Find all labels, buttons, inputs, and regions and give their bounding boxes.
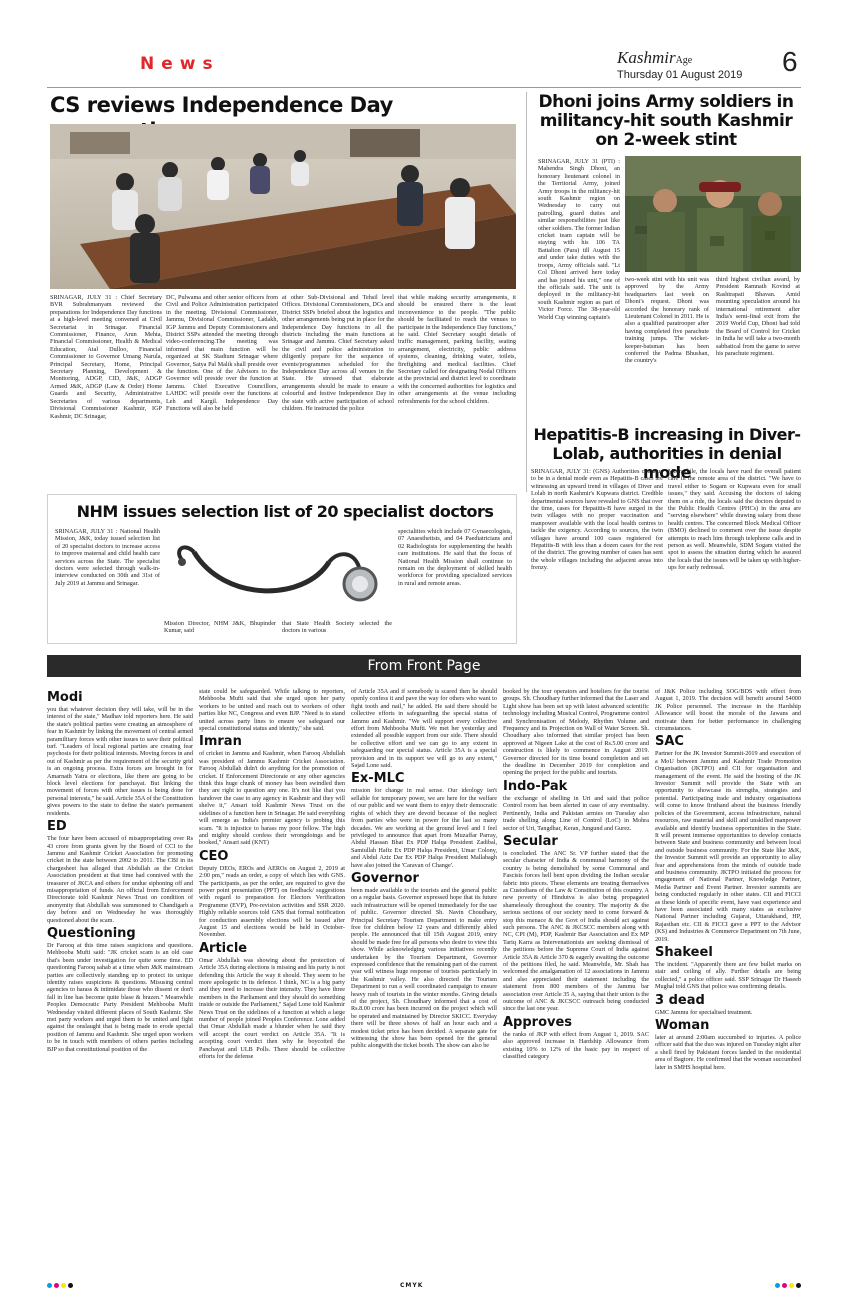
front-paragraph: mission for change in real sense. Our ideology isn't sellable for temporary power, we are here for the welfare of our public and we want them to enjoy their democratic rights of which they are devoid because of the neglect from parties who were in power for the last so many decades. We are working at the ground level and I feel privileged to announce that apart from Muzaffar Parray, Abdul Hassan Bhat Ex PDP Halqa President Zadibal, Samiullah Hafiz Ex PDP Halqa President, Umar Colony, and Abdul Aziz Dar Ex PDP Halqa President Mallabagh have also joined the 'Caravan of Change'. — [351, 787, 497, 869]
front-paragraph: been made available to the tourists and the general public on a regular basis. Governor expressed hope that its future such infrastructure will be opened immediately for the use of public. Governor directed Sh. Navin Choudhary, Principal Secretary Tourism Department to make entry free for children below 12 years and differently abled people. He announced that till 15th August 2019, entry should be made free for all persons who desire to view this show. While acknowledging various initiatives recently undertaken by the Tourism Department, Governor expressed confidence that the remaining part of the current year will witness huge response of tourists particularly in the Kashmir valley. He also directed the Tourism Department to run a well coordinated campaign to ensure heavy rush of tourists in the winter months. Giving details of the project, Sh. Choudhary informed that a cost of Rs.8.00 crore has been incurred on the project which will be operated and maintained by Director SKICC. Everyday there will be three shows of half an hour each and a modest ticket price has been decided. A separate gate for witnessing the show has been opened for the general public alongwith the ticket booth. The show can also be — [351, 886, 497, 1050]
nhm-col-1: SRINAGAR, JULY 31 : National Health Mission, J&K, today issued selection list of 20 specialist doctors to increase access to improve maternal and child health care services across the State. The specialist doctors were selected through walk-in-interview conducted on 30th and 31st of July 2019 at Jammu and Srinagar. — [55, 528, 160, 587]
front-subhead: ED — [47, 819, 67, 835]
front-paragraph: you that whatever decision they will take, will be in the interest of the state," Madhav told reporters here. He said the state's political parties were creating an atmosphere of fear in Kashmir by linking the movement of central armed paramilitary forces with other issues to save their political turf. "Leaders of local regional parties are creating fear psychosis for their political interests. Moving forces in and out of Kashmir as per the requirement of the security grid is an ongoing process. Extra forces are brought in for Amarnath Yatra or elections, like there are going to be block level elections for panchayat. But linking the movement of forces with other issues is being done for personal interests," he said. Article 35A of the Constitution gives powers to the state to define the state's permanent residents. — [47, 706, 193, 817]
front-col-4 — [503, 688, 649, 1273]
masthead — [617, 48, 777, 88]
front-paragraph: Partner for the JK Investor Summit-2019 and execution of a MoU between Jammu and Kashmir Trade Promotion Organisation (JKTPO) and CII for organisation and management of the event. He said the hosting of the JK Investor Summit will provide the State with an opportunity to showcase its strengths, strategies and potential. Participating trade and industry organisations will come to know firsthand about the business friendly policies of the Government, access infrastructure, natural resources, raw material and skill and unskilled manpower available and identify business opportunities in the State. It will present immense opportunities to develop contacts between State and business community and between local and outside business community. For the State like J&K, the Investor Summit will provide an opportunity to allay fear and apprehensions from the minds of outside trade and business community. JKTPO initiated the process for engagement of National Partner, Knowledge Partner, Media Partner and Event Partner. Investor summits are being conducted regularly in other states. CII and FICCI as these kinds of specific event, have vast experience and have been associated with many states as exclusive National Partner including Gujarat, Uttarakhand, HP, Rajasthan etc. CII & FICCI gave a PPT to the Advisor (KS) and Industries & Commerce Department on 7th June, 2019. — [655, 750, 801, 943]
front-subhead: Secular — [503, 833, 558, 849]
front-col-1 — [47, 688, 193, 1273]
front-subhead: CEO — [199, 848, 229, 864]
cs-col-1: SRINAGAR, JULY 31 : Chief Secretary BVR Subrahmanyam reviewed the preparations for Independence Day functions at a high-level meeting convened at Civil Secretariat in Srinagar. Financial Commissioner, Finance, Arun Mehta, Financial Commissioner, Health & Medical Education, Atal Dulloo, Financial Commissioner to Governor Umang Narula, Principal Secretary, Home, Principal Secretary Planning, Development & Monitoring, ADGP, CID, J&K, ADGP Armed J&K, ADGP (Law & Order) Home Guards and Security, Administrative Secretaries of various departments, Divisional Commissioner Kashmir, IGP Kashmir, DC Srinagar, — [50, 294, 162, 420]
front-subhead: SAC — [655, 734, 684, 750]
front-subhead: Imran — [199, 734, 242, 750]
nhm-col-4: specialities which include 07 Gynaecologists, 07 Anaesthetists, and 04 Paediatricians and 02 Radiologists for supplementing the health care institutions. He said that the focus of National Health Mission shall continue to remain on the deployment of skilled health workforce for providing specialized services in rural and remote areas. — [398, 528, 512, 587]
front-paragraph: the exchange of shelling in Uri and said that police Control room has been alerted in case of any eventuality. Pertinently, India and Pakistan armies on Tuesday also trade shelling along Line of Control (LoC) in Mohra sector of Uri, Tangdhar, Keran, Jungund and Gurez. — [503, 794, 649, 832]
column-divider — [526, 92, 527, 492]
dhoni-col-3: third highest civilian award, by President Ramnath Kovind at Rashtrapati Bhavan. Amid mounting speculation around his international retirement after India's semi-final exit from the 2019 World Cup, Dhoni had told the Board of Control for Cricket in India he will take a two-month sabbatical from the game to serve his parachute regiment. — [716, 276, 800, 358]
front-paragraph: The incident. "Apparently there are few bullet marks on stair and ceiling of ally. Further details are being collected," a police officer said. SSP Srinagar Dr Haseeb Mughal told GNS that police was confirming details. — [655, 961, 801, 991]
nhm-headline: NHM issues selection list of 20 specialist doctors — [76, 502, 494, 521]
front-paragraph: is concluded. The ANC Sr. VP further stated that the secular character of India & communal harmony of the country is being demolished by some Communal and Fascists forces hell bent upon dividing the Indian secular fabric into pieces. These elements are treating themselves as Custodians of the Law & Constitution of this country. A new poverty of Hindutva is also being propagated shamelessly throughout the country. The majority & the serious sections of our society need to come forward & stop this menace & the Govt of India should act against such persons. The ANC & JKCSCC members along with NC, CPI (M), PDP, Kashmir Bar Association and Ex MP Tariq Karra as Intervenationists are seeking dismissal of the petitions before the Supreme Court of India against Article 35A & Article 370 & eagerly awaiting the outcome of the petitions filed, he said. Meanwhile, Mr. Shah has welcomed the amalgamation of 12 associations in Jammu and also appreciated their statement including the statement from 800 members of the Jammu bar association over Article 35 A, saying that their union is the outcome of ANC & JKCSCC outreach being conducted since the last one year. — [503, 849, 649, 1013]
nhm-col-3: that State Health Society selected the doctors in various — [282, 620, 392, 635]
front-paragraph: of cricket in Jammu and Kashmir, when Farooq Abdullah was president of Jammu Kashmir Cricket Association. Farooq Abdullah didn't do anything for the promotion of cricket. If Enforcement Directorate or any other agencies think this huge chunk of money has been swindled then they are right to question any one. It's not like that you handover the case to any agency in Kashmir and they will shelve it," Ansari told Kashmir News Trust on the sidelines of a function here in Srinagar. He said everything will emerge as India's premier agency is probing this scam. "It is injustice to harass my poor fellow. The high and mighty should confess their wrongdoings and be booked," Ansari said (KNT) — [199, 750, 345, 847]
front-paragraph: Deputy DEOs, EROs and AEROs on August 2, 2019 at 2:00 pm," reads an order, a copy of which lies with GNS. The participants, as per the order, are required to give the power point presentation (PPT) on feedback/ suggestions with regard to preparation for Electors Verification Programme (EVP), Pre-revision activities and SSR 2020. Highly reliable sources told GNS that formal notification for conduction assembly elections will be issued after August 15 and elections would be held in October-November. — [199, 864, 345, 939]
front-paragraph: state could be safeguarded. While talking to reporters, Mehbooba Mufti said that she urged upon her party workers to be united and reach out to workers of other parties like NC, Congress and even BJP. "Need is to stand united across party lines to ensure we safeguard our special constitutional status and identity," she said. — [199, 688, 345, 733]
dhoni-headline: Dhoni joins Army soldiers in militancy-hit south Kashmir on 2-week stint — [538, 92, 794, 150]
masthead-logo — [617, 48, 777, 68]
registration-mark — [789, 1283, 794, 1288]
registration-mark — [47, 1283, 52, 1288]
front-paragraph: of Article 35A and if somebody is scared then he should openly confess it and pave the way for others who want to fight tooth and nail," he added. He said there should be collective efforts in safeguarding the special status of Jammu and Kashmir. "We will support every collective effort from Mehbooba Mufti. We met her yesterday and extended all possible support from our side. There should be collective effort and we can go to any extent in safeguarding our special status. Article 35A is a special provision and in its support we will go to any extent," Sajad Lone said. — [351, 688, 497, 770]
front-subhead: Ex-MLC — [351, 771, 405, 787]
front-paragraph: Dr Farooq at this time raises suspicions and questions. Mehbooba Mufti said: "JK cricket scam is an old case that's been under investigation for quite some time. ED questioning Farooq sahab at a time when J&K mainstream parties are collectively standing up to protect its unique identity raises suspicions & questions. Misusing central agencies to harass & intimidate those who dissent or don't fall in line has become quite blase & brazen." Meanwhile Peoples Democratic Party President Mehbooba Mufti Wednesday visited different places of South Kashmir. She met party workers and urged them to be united and fight against the onslaught that is being made to erode special position of Jammu and Kashmir. She urged upon workers to be in touch with members of others parties including BJP so that constitutional position of the — [47, 941, 193, 1053]
army-photo — [625, 156, 801, 272]
issue-date: Thursday 01 August 2019 — [617, 69, 743, 81]
front-col-2 — [199, 688, 345, 1273]
header-rule — [47, 87, 801, 88]
stethoscope-image — [164, 532, 392, 616]
masthead-age: Age — [675, 55, 693, 66]
front-subhead: Shakeel — [655, 945, 713, 960]
hep-headline: Hepatitis-B increasing in Diver-Lolab, authorities in denial mode — [533, 425, 801, 482]
registration-mark — [61, 1283, 66, 1288]
front-paragraph: later at around 2:00am succumbed to injuries. A police officer said that the duo was injured on Tuesday night after a shell fired by Pakistani forces landed in the residential area of Bagtore. He confirmed that the woman succumbed later in SMHS hospital here. — [655, 1034, 801, 1071]
registration-mark — [54, 1283, 59, 1288]
cs-col-3: at other Sub-Divisional and Tehsil level Offices. Divisional Commissioners, DCs and District SSPs briefed about the logistics and other arrangements being put in place for the Independence Day functions in all the districts including the main functions at Srinagar and Jammu. Chief Secretary asked the civil and police administration to diligently prepare for the sequence of events/programmes scheduled for the Independence Day across all venues in the State. He stressed that elaborate arrangements should be made to ensure a colourful and festive Independence Day in the state with active participation of school children. He instructed the police — [282, 294, 394, 413]
front-paragraph: of J&K Police including SOG/BDS with effect from August 1, 2019. The decision will benefit around 54000 JK Police personnel. The increase in the Hardship Allowance will boost the morale of the Jawans and motivate them for better performance in challenging circumstances. — [655, 688, 801, 733]
front-col-5 — [655, 688, 801, 1273]
section-label: News — [140, 54, 220, 74]
front-paragraph: The four have been accused of misappropriating over Rs 43 crore from grants given by the Board of CCI to the Jammu and Kashmir Cricket Association for promoting cricket in the state between 2002 to 2011. The CBI in its chargesheet has alleged that Abdullah as the Cricket Association president at that time had connived with the treasurer of JKCA and others for undue siphoning off and misappropriation of funds. An official from Enforcement Directorate told Kashmir News Trust on condition of anonymity that Abdullah was summoned to Chandigarh a day before and on Wednesday he was thoroughly questioned about the scam. — [47, 835, 193, 924]
masthead-kashmir: Kashmir — [617, 48, 676, 67]
front-paragraph: GMC Jammu for specialised treatment. — [655, 1008, 753, 1016]
front-subhead: Modi — [47, 690, 83, 705]
front-paragraph: Omar Abdullah was showing about the protection of Article 35A during elections is missing and his party is not defending this Article the way it should. They seem to be more apologetic in its defence. I think, NC is a big party and they need to increase their intensity. They have three members in the Parliament and they should do something inside or outside the Parliament," Sajad Lone told Kashmir News Trust on the sidelines of a function at which a large number of people joined Peoples Conference. Lone added that Omar Abdullah made a blunder when he said they will accept the court verdict on Article 35A. "It is accepting court verdict then why he boycotted the Panchayat and ULB Polls. There should be collective efforts for the defense — [199, 956, 345, 1061]
hep-col-2: Meanwhile, the locals have rued the overall patient care in the remote area of the district. "We have to travel either to Sogam or Kupwara even for small issues," they said. Accusing the doctors of taking them on a ride, the locals said the doctors deputed to the Public Health Centres (PHCs) in the area are "serving elsewhere" while drawing salary from these health centres. The concerned Block Medical Officer (BMO) declined to comment over the issue despite attempts to reach him through telephone calls and in person as well. Meanwhile, SDM Sogam visited the spot to assess the situation during which he assured the locals that the issues will be taken up with higher-ups for early redressal. — [668, 468, 801, 572]
cs-headline: CS reviews Independence Day — [50, 93, 393, 117]
front-paragraph: the ranks of JKP with effect from August 1, 2019. SAC also approved increase in Hardship Allowance from existing 10% to 12% of the basic pay in respect of classified category — [503, 1030, 649, 1061]
cmyk-mark: CMYK — [400, 1282, 424, 1289]
cs-col-4: that while making security arrangements, it should be ensured there is the least inconvenience to the people. "The public should be facilitated to reach the venues to participate in the Independence Day functions," he said. Chief Secretary sought details of traffic management, parking facility, seating arrangement, electricity, public address systems, cleaning, drinking water, toilets, firefighting and medical facilities. Chief Secretary called for designating Nodal Officers at the provincial and district level to coordinate with the concerned authorities for logistics and other arrangements at the venue including refreshments for the school children. — [398, 294, 516, 405]
front-paragraph: booked by the tour operators and hoteliers for the tourist groups. Sh. Choudhary further informed that the Laser and Light show has been set up with latest advanced scientific technology including Musical Control, Programme control and Synchronisation of Melody, Rhythm Volume and Frequency and its Projection on Wall of Water Screen. Sh. Choudhary also informed that similar project has been approved at Nigeen Lake at the cost of Rs.5.00 crore and construction is likely to commence in August 2019. Governor directed for its time bound completion and set the deadline in December 2019 for completion and opening the project for the public and tourists. — [503, 688, 649, 777]
registration-mark — [796, 1283, 801, 1288]
front-subhead: Indo-Pak — [503, 778, 568, 794]
registration-mark — [68, 1283, 73, 1288]
dhoni-col-1: SRINAGAR, JULY 31 (PTI) : Mahendra Singh Dhoni, an honorary lieutenant colonel in the Territorial Army, joined Army troops in the militancy-hit south Kashmir region on Wednesday to carry out patrolling, guard duties and similar responsibilities just like other soldiers. The former Indian cricket team captain will be staying with his 106 TA Battalion (Para) till August 15 and under take duties with the troops, Army officials said. "Lt Col Dhoni arrived here today and has joined his unit," one of the officials said. The unit is deployed in the militancy-hit south Kashmir region as part of Victor Force. The 38-year-old World Cup winning captain's — [538, 158, 620, 321]
front-page-banner: From Front Page — [47, 655, 801, 677]
front-subhead: Approves — [503, 1014, 573, 1030]
front-subhead: Woman — [655, 1018, 710, 1034]
front-subhead: Questioning — [47, 925, 136, 941]
registration-mark — [775, 1283, 780, 1288]
meeting-photo — [50, 124, 516, 289]
front-col-3 — [351, 688, 497, 1273]
cs-col-2: DC, Pulwama and other senior officers from Civil and Police Administration participated in the meeting. Divisional Commissioner, Jammu, Divisional Commissioner, Ladakh, IGP Jammu and Deputy Commissioners and District SSPs attended the meeting through video-conferencing.The meeting was informed that main function will be organized at SK Stadium Srinagar where Governor, Satya Pal Malik shall preside over the function. One of the Advisors to the Governor will preside over the function at Jammu. Chief Executive Councillors, LAHDC will preside over the functions at Leh and Kargil. Independence Day Functions will also be held — [166, 294, 278, 413]
page-number: 6 — [782, 46, 798, 77]
dhoni-col-2: two-week stint with his unit was approved by the Army headquarters last week on Dhoni's request. Dhoni was accorded the honorary rank of Lieutenant Colonel in 2011. He is also a qualified paratrooper after having completed five parachute training jumps. The wicket-keeper-batsman has been conferred the Padma Bhushan, the country's — [625, 276, 709, 365]
front-subhead: Governor — [351, 870, 419, 886]
registration-mark — [782, 1283, 787, 1288]
front-subhead: Article — [199, 940, 248, 956]
front-subhead: 3 dead — [655, 992, 705, 1008]
hep-col-1: SRINAGAR, JULY 31: (GNS) Authorities continue to be in a denial mode even as Hepatitis-B cases are witnessing an upward trend in villages of Diver and Lolab in north Kashmir's Kupwara district. Credible departmental sources have revealed to GNS that over the time, cases for Hepatitis-B have surged in the twin villages with no proper vaccination and manpower available with the local health centres to tackle the exigency. According to sources, the twin villages have around 100 cases registered for Hepatitis-B with less than a dozen cases for the rest of the district. The growing number of cases has sent the whole villages including the adjacent areas into frenzy. — [531, 468, 663, 572]
nhm-caption: Mission Director, NHM J&K, Bhupinder Kumar, said — [164, 620, 276, 635]
